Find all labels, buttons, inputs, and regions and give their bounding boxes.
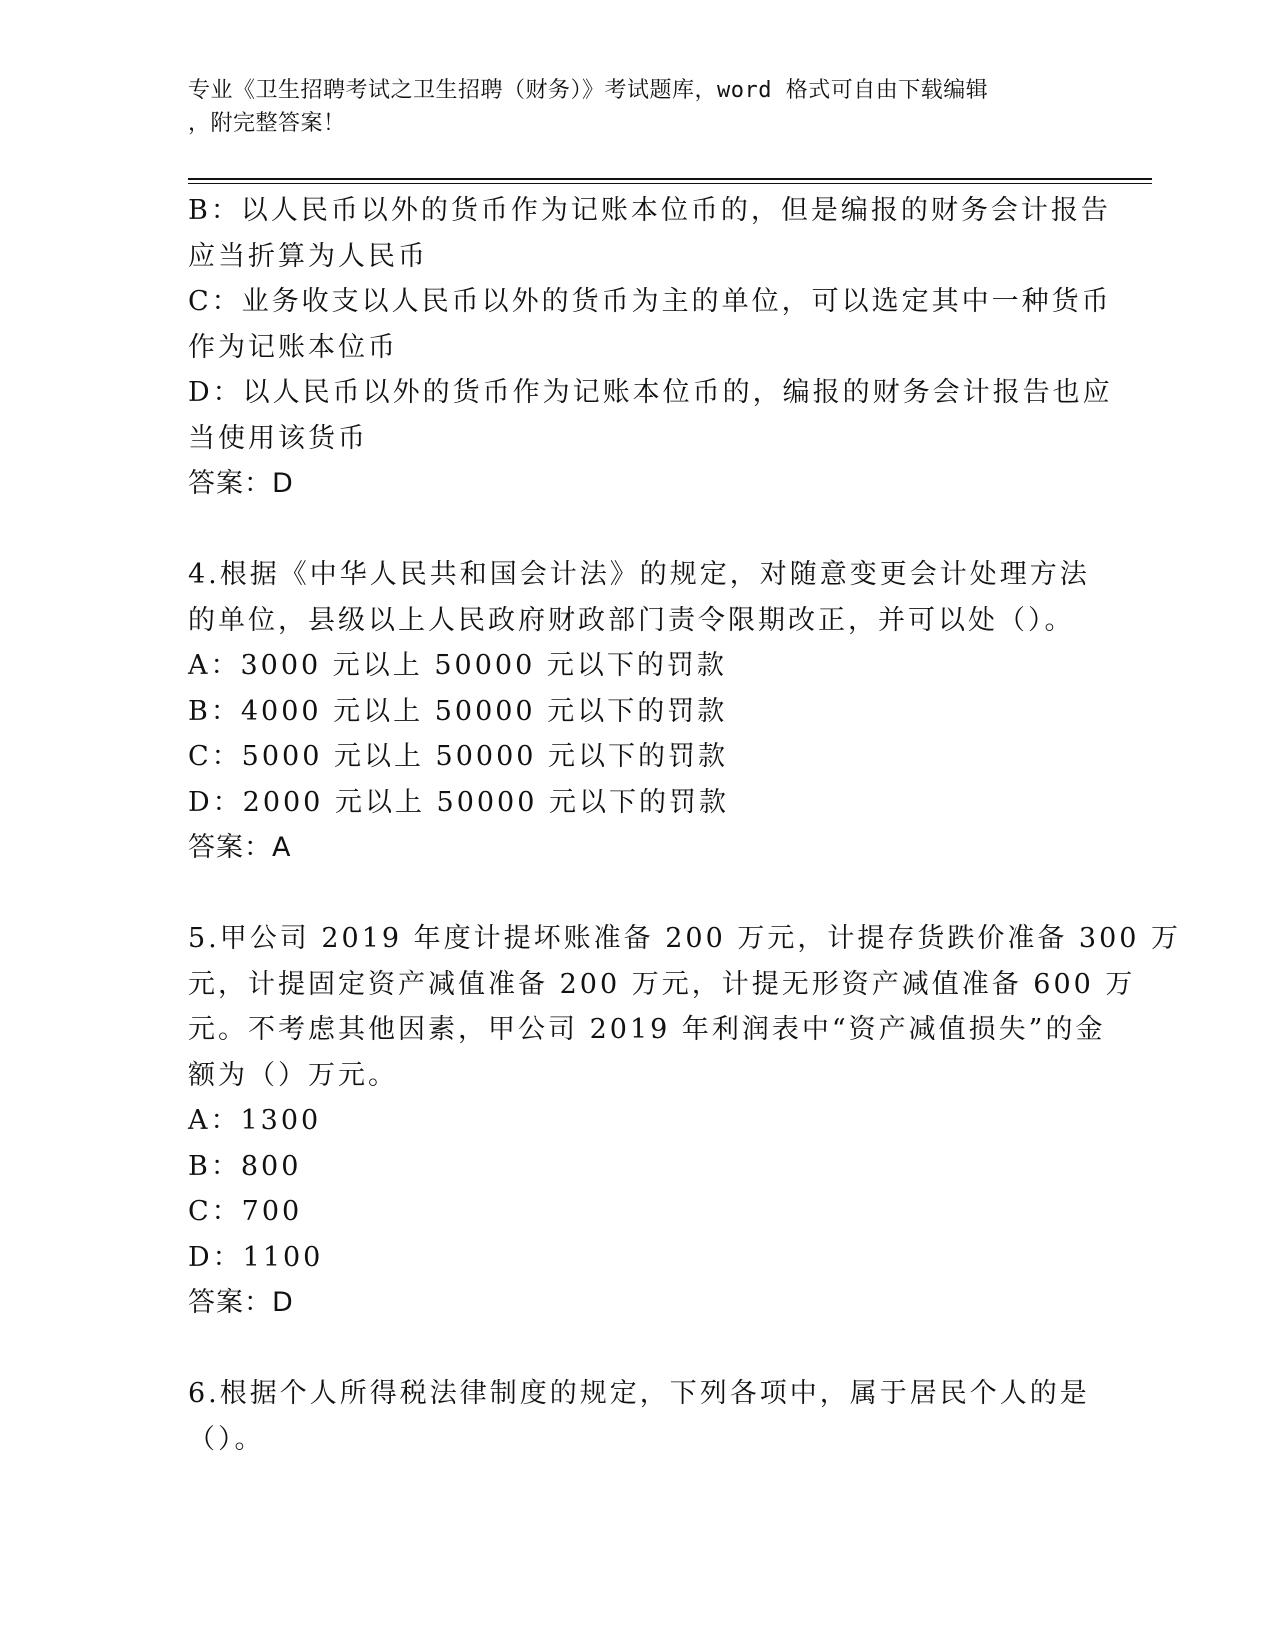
q3-answer: 答案：D (188, 468, 294, 499)
q5-stem-line-2: 元，计提固定资产减值准备 200 万元，计提无形资产减值准备 600 万 (188, 968, 1136, 1000)
document-header (188, 74, 1068, 140)
q3-option-c-line-2: 作为记账本位币 (188, 331, 398, 363)
q4-option-d: D：2000 元以上 50000 元以下的罚款 (188, 786, 729, 818)
q4-option-a: A：3000 元以上 50000 元以下的罚款 (188, 650, 727, 681)
q3-option-d-line-1: D：以人民币以外的货币作为记账本位币的，编报的财务会计报告也应 (188, 377, 1113, 408)
question-list (188, 188, 1182, 1462)
question-3 (188, 188, 1113, 507)
spacer (188, 507, 1088, 553)
q5-answer: 答案：D (188, 1287, 294, 1318)
q4-option-b: B：4000 元以上 50000 元以下的罚款 (188, 695, 728, 727)
spacer (188, 1326, 1088, 1372)
spacer (188, 871, 1088, 917)
q3-option-b-line-2: 应当折算为人民币 (188, 240, 428, 272)
q6-stem-line-2: （）。 (188, 1423, 265, 1455)
q5-option-c: C：700 (188, 1196, 303, 1227)
q4-stem-line-2: 的单位，县级以上人民政府财政部门责令限期改正，并可以处（）。 (188, 604, 1075, 636)
q5-stem-line-3: 元。不考虑其他因素，甲公司 2019 年利润表中“资产减值损失”的金 (188, 1014, 1106, 1045)
q4-stem-line-1: 4.根据《中华人民共和国会计法》的规定，对随意变更会计处理方法 (188, 559, 1090, 590)
question-5 (188, 916, 1182, 1326)
q5-option-d: D：1100 (188, 1241, 324, 1273)
header-line-2: ，附完整答案！ (188, 111, 346, 136)
q5-option-b: B：800 (188, 1150, 302, 1182)
header-divider (188, 178, 1152, 184)
q3-option-b-line-1: B：以人民币以外的货币作为记账本位币的，但是编报的财务会计报告 (188, 195, 1111, 226)
q5-stem-line-1: 5.甲公司 2019 年度计提坏账准备 200 万元，计提存货跌价准备 300 万 (188, 923, 1182, 954)
question-4 (188, 552, 1088, 871)
q5-stem-line-4: 额为（）万元。 (188, 1059, 398, 1091)
question-6 (188, 1371, 1088, 1462)
q3-option-d-line-2: 当使用该货币 (188, 422, 368, 454)
q3-option-c-line-1: C：业务收支以人民币以外的货币为主的单位，可以选定其中一种货币 (188, 286, 1112, 317)
q4-option-c: C：5000 元以上 50000 元以下的罚款 (188, 741, 729, 772)
q5-option-a: A：1300 (188, 1105, 322, 1136)
q6-stem-line-1: 6.根据个人所得税法律制度的规定，下列各项中，属于居民个人的是 (188, 1378, 1090, 1409)
header-line-1: 专业《卫生招聘考试之卫生招聘（财务）》考试题库，word 格式可自由下载编辑 (188, 78, 989, 103)
q4-answer: 答案：A (188, 832, 292, 863)
